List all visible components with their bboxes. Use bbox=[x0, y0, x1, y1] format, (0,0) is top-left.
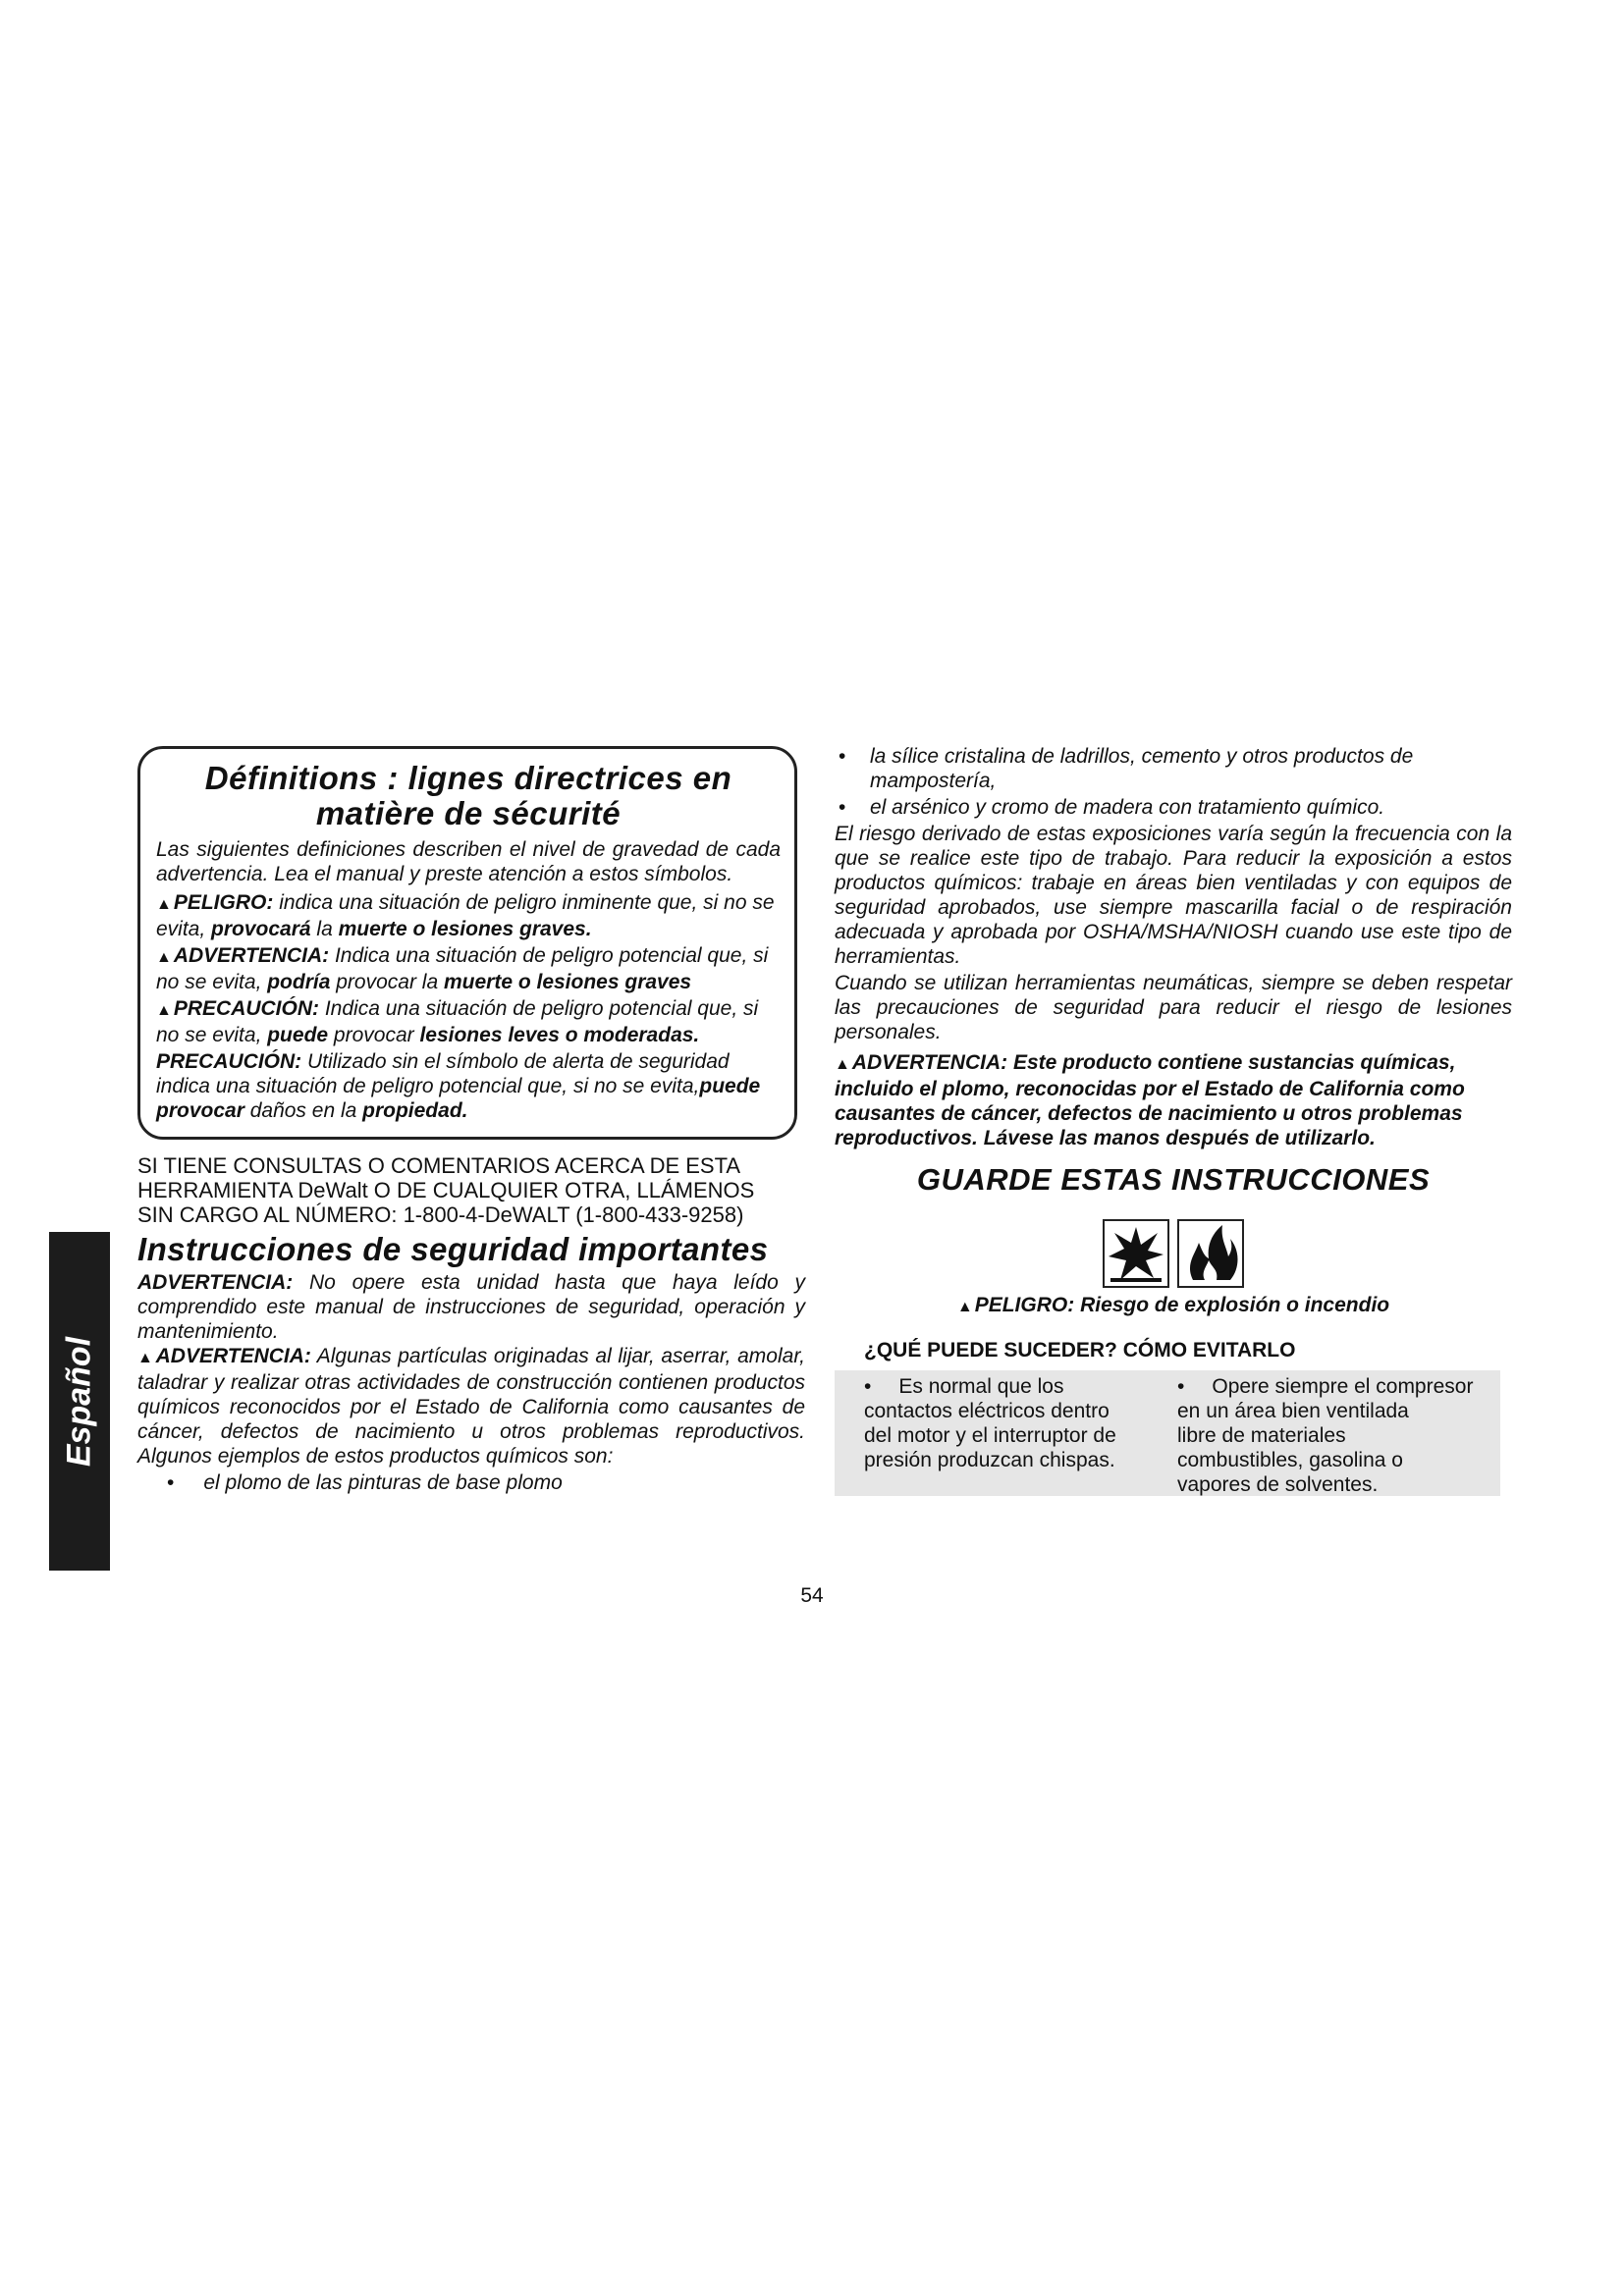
advertencia-read-manual: ADVERTENCIA: No opere esta unidad hasta que haya leído y comprendido este manual de instrucciones de seguridad, operación y mantenimiento. bbox=[137, 1271, 805, 1343]
what-can-happen-heading: ¿QUÉ PUEDE SUCEDER? CÓMO EVITARLO bbox=[864, 1339, 1296, 1362]
advertencia-definition: ▲ADVERTENCIA: Indica una situación de peligro potencial que, si no se evita, podría provocar la muerte o lesiones graves bbox=[156, 944, 769, 993]
hazard-table bbox=[835, 1370, 1500, 1496]
peligro-definition: ▲PELIGRO: indica una situación de peligro inminente que, si no se evita, provocará la muerte o lesiones graves. bbox=[156, 891, 775, 940]
language-side-tab bbox=[49, 1232, 110, 1571]
language-tab-label: Español bbox=[60, 1336, 98, 1467]
warning-triangle-icon: ▲ bbox=[835, 1056, 850, 1073]
warning-triangle-icon: ▲ bbox=[156, 949, 172, 966]
warning-triangle-icon: ▲ bbox=[156, 896, 172, 913]
definitions-title: Définitions : lignes directrices en matière de sécurité bbox=[204, 760, 732, 831]
fire-icon bbox=[1177, 1219, 1244, 1288]
contact-info: SI TIENE CONSULTAS O COMENTARIOS ACERCA DE ESTA HERRAMIENTA DeWalt O DE CUALQUIER OTRA, LLÁMENOS SIN CARGO AL NÚMERO: 1-800-4-DeWALT (1-800-433-9258) bbox=[137, 1153, 755, 1227]
warning-triangle-icon: ▲ bbox=[137, 1350, 154, 1366]
list-item: • el plomo de las pinturas de base plomo bbox=[167, 1471, 563, 1494]
warning-triangle-icon: ▲ bbox=[156, 1002, 172, 1019]
how-to-prevent-cell: • Opere siempre el compresor en un área bien ventilada libre de materiales combustibles, gasolina o vapores de solventes. bbox=[1177, 1375, 1474, 1496]
precaucion-definition: ▲PRECAUCIÓN: Indica una situación de peligro potencial que, si no se evita, puede provocar lesiones leves o moderadas. bbox=[156, 997, 759, 1046]
advertencia-california: ▲ADVERTENCIA: Este producto contiene sustancias químicas, incluido el plomo, reconocidas por el Estado de California como causantes de cáncer, defectos de nacimiento u otros problemas reproductivos. Lávese las manos después de utilizarlo. bbox=[835, 1051, 1465, 1149]
definitions-intro: Las siguientes definiciones describen el nivel de gravedad de cada advertencia. Lea el manual y preste atención a estos símbolos. bbox=[156, 838, 781, 885]
definitions-box bbox=[137, 746, 797, 1140]
safety-heading: Instrucciones de seguridad importantes bbox=[137, 1231, 769, 1267]
list-item: • la sílice cristalina de ladrillos, cemento y otros productos de mampostería, bbox=[839, 745, 1414, 792]
page-number: 54 bbox=[800, 1584, 824, 1607]
right-column bbox=[835, 744, 1512, 1496]
list-item: • el arsénico y cromo de madera con tratamiento químico. bbox=[839, 796, 1385, 819]
hazard-icons bbox=[835, 1219, 1512, 1288]
explosion-icon bbox=[1103, 1219, 1169, 1288]
what-can-happen-cell: • Es normal que los contactos eléctricos dentro del motor y el interruptor de presión produzcan chispas. bbox=[864, 1375, 1116, 1471]
explosion-fire-warning: ▲PELIGRO: Riesgo de explosión o incendio bbox=[956, 1294, 1390, 1316]
precaucion-property-definition: PRECAUCIÓN: Utilizado sin el símbolo de alerta de seguridad indica una situación de peligro potencial que, si no se evita,puede provocar daños en la propiedad. bbox=[156, 1050, 761, 1122]
pneumatic-paragraph: Cuando se utilizan herramientas neumáticas, siempre se deben respetar las precauciones de seguridad para reducir el riesgo de lesiones personales. bbox=[835, 972, 1512, 1043]
save-instructions-heading: GUARDE ESTAS INSTRUCCIONES bbox=[916, 1162, 1431, 1197]
advertencia-chemicals: ▲ADVERTENCIA: Algunas partículas originadas al lijar, aserrar, amolar, taladrar y realizar otras actividades de construcción contienen productos químicos reconocidos por el Estado de California como causantes de cáncer, defectos de nacimiento u otros problemas reproductivos. Algunos ejemplos de estos productos químicos son: bbox=[137, 1345, 805, 1468]
warning-triangle-icon: ▲ bbox=[956, 1299, 973, 1315]
risk-paragraph: El riesgo derivado de estas exposiciones varía según la frecuencia con la que se realice este tipo de trabajo. Para reducir la exposición a estos productos químicos: trabaje en áreas bien ventiladas y con equipos de seguridad aprobados, use siempre mascarilla facial o de respiración adecuada y aprobada por OSHA/MSHA/NIOSH cuando use este tipo de herramientas. bbox=[835, 823, 1512, 968]
left-column bbox=[137, 746, 805, 1495]
